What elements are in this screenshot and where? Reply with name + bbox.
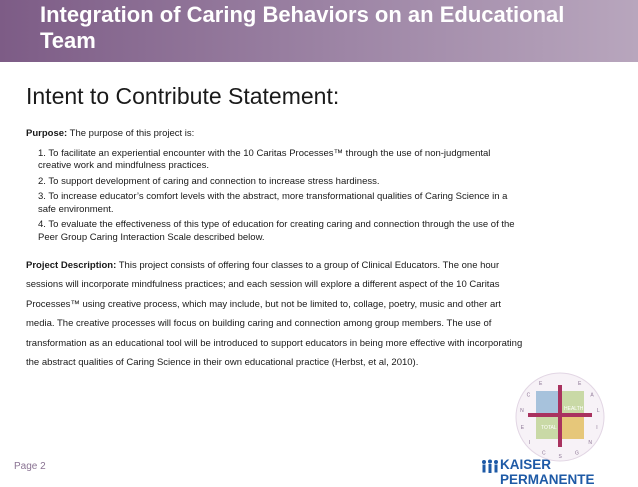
logo-letter: N xyxy=(588,440,593,447)
purpose-item: 3. To increase educator’s comfort levels with the abstract, more transformational qualities of Caring Science in a safe environment. xyxy=(38,191,508,215)
logo-letter: N xyxy=(520,408,524,415)
logo-letter: I xyxy=(596,425,598,432)
kaiser-permanente-icon xyxy=(481,459,499,473)
description-paragraph xyxy=(26,256,526,372)
logo-right-label: HEALTH xyxy=(564,406,584,412)
logo-letter: G xyxy=(575,450,579,457)
logo-letter: E xyxy=(578,381,582,388)
logo-letter: I xyxy=(528,440,530,447)
purpose-text: The purpose of this project is: xyxy=(67,128,195,139)
page-title: Integration of Caring Behaviors on an Educational Team xyxy=(40,2,565,53)
section-heading: Intent to Contribute Statement: xyxy=(26,83,340,109)
purpose-list xyxy=(26,148,526,245)
caritas-logo xyxy=(514,371,606,463)
purpose-line xyxy=(26,128,526,141)
purpose-item: 4. To evaluate the effectiveness of this type of education for creating caring and connection through the use of the Peer Group Caring Interaction Scale described below. xyxy=(38,219,515,243)
title-bar xyxy=(0,0,638,62)
description-label: Project Description: xyxy=(26,260,117,271)
logo-letter: C xyxy=(542,450,546,457)
purpose-item: 2. To support development of caring and connection to increase stress hardiness. xyxy=(38,175,380,187)
logo-letter: L xyxy=(596,408,600,415)
kaiser-permanente-logo: KAISER PERMANENTE xyxy=(500,457,595,487)
logo-letter: S xyxy=(558,454,562,460)
logo-letter: A xyxy=(590,392,594,399)
logo-letter: E xyxy=(520,425,525,432)
main-content xyxy=(26,128,526,382)
purpose-label: Purpose: xyxy=(26,128,68,139)
logo-left-label: TOTAL xyxy=(541,425,557,431)
purpose-item: 1. To facilitate an experiential encounter with the 10 Caritas Processes™ through the use of non-judgmental creative work and mindfulness practices. xyxy=(38,147,491,171)
page-number: Page 2 xyxy=(14,461,46,472)
logo-letter: E xyxy=(539,381,543,388)
description-text: This project consists of offering four classes to a group of Clinical Educators. The one hour sessions will incorporate mindfulness practices; and each session will explore a different aspect of the 10 Caritas Processes™ using creative process, which may include, but not be limited to, collage, poetry, music and other art media. The creative processes will focus on building caring and connection among group members. The use of transformation as an educational tool will be introduced to support educators in being more effective with incorporating the abstract qualities of Caring Science in their own educational practice (Herbst, et al, 2010). xyxy=(26,260,523,369)
logo-letter: C xyxy=(526,392,531,399)
